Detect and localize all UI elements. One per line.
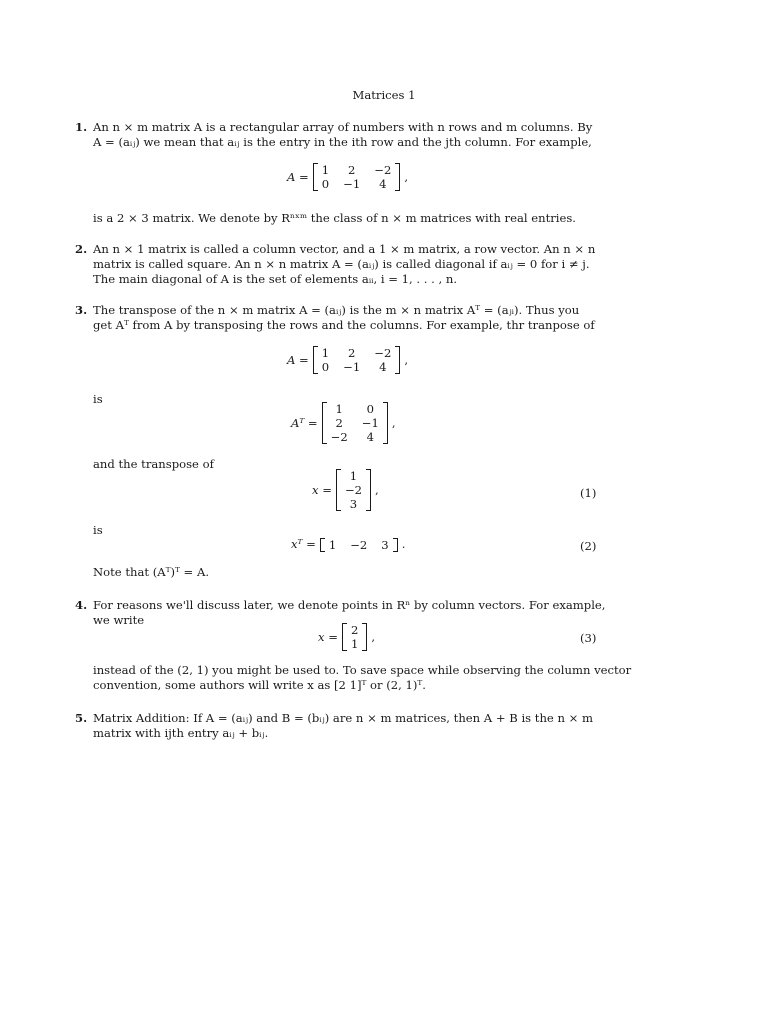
matrix-cell: 1 <box>321 163 330 177</box>
is-label-2: is <box>93 523 103 537</box>
matrix-cell: −2 <box>344 483 363 497</box>
equation-number-3: (3) <box>580 631 597 645</box>
matrix-cell: 3 <box>349 497 358 511</box>
matrix-3x2 <box>322 402 388 444</box>
page-title: Matrices 1 <box>352 88 416 102</box>
matrix-2x1 <box>342 623 367 651</box>
matrix-tail: , <box>375 482 379 497</box>
matrix-A-example-3 <box>287 346 408 374</box>
matrix-cell: −2 <box>374 163 392 177</box>
item-number-5: 5. <box>75 711 88 725</box>
matrix-cell: −1 <box>343 360 361 374</box>
item-2-line-1: An n × 1 matrix is called a column vector, and a 1 × m matrix, a row vector. An n × n <box>93 242 596 256</box>
matrix-cell: 1 <box>349 469 358 483</box>
matrix-cell: 2 <box>348 346 356 360</box>
matrix-cell: −2 <box>330 430 348 444</box>
item-number-2: 2. <box>75 242 88 256</box>
equation-number-1: (1) <box>580 486 597 500</box>
matrix-cell: 4 <box>366 430 374 444</box>
item-number-3: 3. <box>75 303 88 317</box>
is-label-1: is <box>93 392 103 406</box>
matrix-lhs: x = <box>312 482 332 497</box>
matrix-lhs: A = <box>287 169 309 184</box>
matrix-cell: 0 <box>321 360 330 374</box>
matrix-cell: −1 <box>343 177 361 191</box>
row-vector-xT <box>291 537 405 552</box>
item-number-1: 1. <box>75 120 88 134</box>
matrix-tail: , <box>391 415 396 430</box>
matrix-cell: −2 <box>374 346 392 360</box>
item-number-4: 4. <box>75 598 88 612</box>
item-2-line-2: matrix is called square. An n × n matrix A = (aᵢⱼ) is called diagonal if aᵢⱼ = 0 for i ≠ j. <box>93 257 590 271</box>
item-5-line-2: matrix with ijth entry aᵢⱼ + bᵢⱼ. <box>93 726 269 740</box>
matrix-cell: 1 <box>335 402 343 416</box>
transpose-of-label: and the transpose of <box>93 457 214 471</box>
matrix-cell: 2 <box>350 623 359 637</box>
item-3-line-2: get Aᵀ from A by transposing the rows and the columns. For example, thr tranpose of <box>93 318 595 332</box>
item-1-after: is a 2 × 3 matrix. We denote by Rⁿˣᵐ the class of n × m matrices with real entries. <box>93 211 576 225</box>
item-2-line-3: The main diagonal of A is the set of elements aᵢᵢ, i = 1, . . . , n. <box>93 272 458 286</box>
matrix-tail: , <box>371 629 376 644</box>
matrix-tail: , <box>404 352 409 367</box>
item-1-line-2: A = (aᵢⱼ) we mean that aᵢⱼ is the entry in the ith row and the jth column. For example, <box>93 135 592 149</box>
matrix-2x3 <box>313 163 401 191</box>
matrix-cell: 2 <box>335 416 343 430</box>
matrix-tail: , <box>404 169 409 184</box>
matrix-cell: 4 <box>379 177 387 191</box>
column-vector-x <box>312 469 379 511</box>
matrix-cell: 2 <box>348 163 356 177</box>
note-line: Note that (Aᵀ)ᵀ = A. <box>93 565 210 579</box>
matrix-2x3 <box>313 346 401 374</box>
matrix-lhs: A = <box>287 352 309 367</box>
equation-number-2: (2) <box>580 539 597 553</box>
item-5-line-1: Matrix Addition: If A = (aᵢⱼ) and B = (bᵢⱼ) are n × m matrices, then A + B is the n × m <box>93 711 594 725</box>
matrix-lhs: xᵀ = <box>291 537 316 551</box>
item-4-after-1: instead of the (2, 1) you might be used to. To save space while observing the column vector <box>93 663 632 677</box>
matrix-cell: 0 <box>321 177 330 191</box>
matrix-AT <box>291 402 396 444</box>
matrix-tail: . <box>401 537 406 551</box>
item-1-line-1: An n × m matrix A is a rectangular array of numbers with n rows and m columns. By <box>93 120 593 134</box>
matrix-cell: 3 <box>381 537 389 552</box>
matrix-cell: 4 <box>379 360 387 374</box>
item-4-line-2: we write <box>93 613 145 627</box>
matrix-1x3 <box>320 538 398 552</box>
item-3-line-1: The transpose of the n × m matrix A = (aᵢⱼ) is the m × n matrix Aᵀ = (aⱼᵢ). Thus you <box>93 303 580 317</box>
matrix-3x1 <box>336 469 371 511</box>
matrix-A-example-1 <box>287 163 408 191</box>
item-4-line-1: For reasons we'll discuss later, we denote points in Rⁿ by column vectors. For example, <box>93 598 606 612</box>
matrix-cell: −1 <box>361 416 379 430</box>
matrix-cell: 1 <box>350 637 359 651</box>
matrix-cell: 0 <box>366 402 374 416</box>
matrix-cell: −2 <box>350 537 368 552</box>
matrix-cell: 1 <box>328 537 337 552</box>
matrix-cell: 1 <box>321 346 330 360</box>
column-vector-x-2 <box>318 623 375 651</box>
item-4-after-2: convention, some authors will write x as [2 1]ᵀ or (2, 1)ᵀ. <box>93 678 426 692</box>
matrix-lhs: x = <box>318 629 338 644</box>
matrix-lhs: Aᵀ = <box>291 415 318 430</box>
